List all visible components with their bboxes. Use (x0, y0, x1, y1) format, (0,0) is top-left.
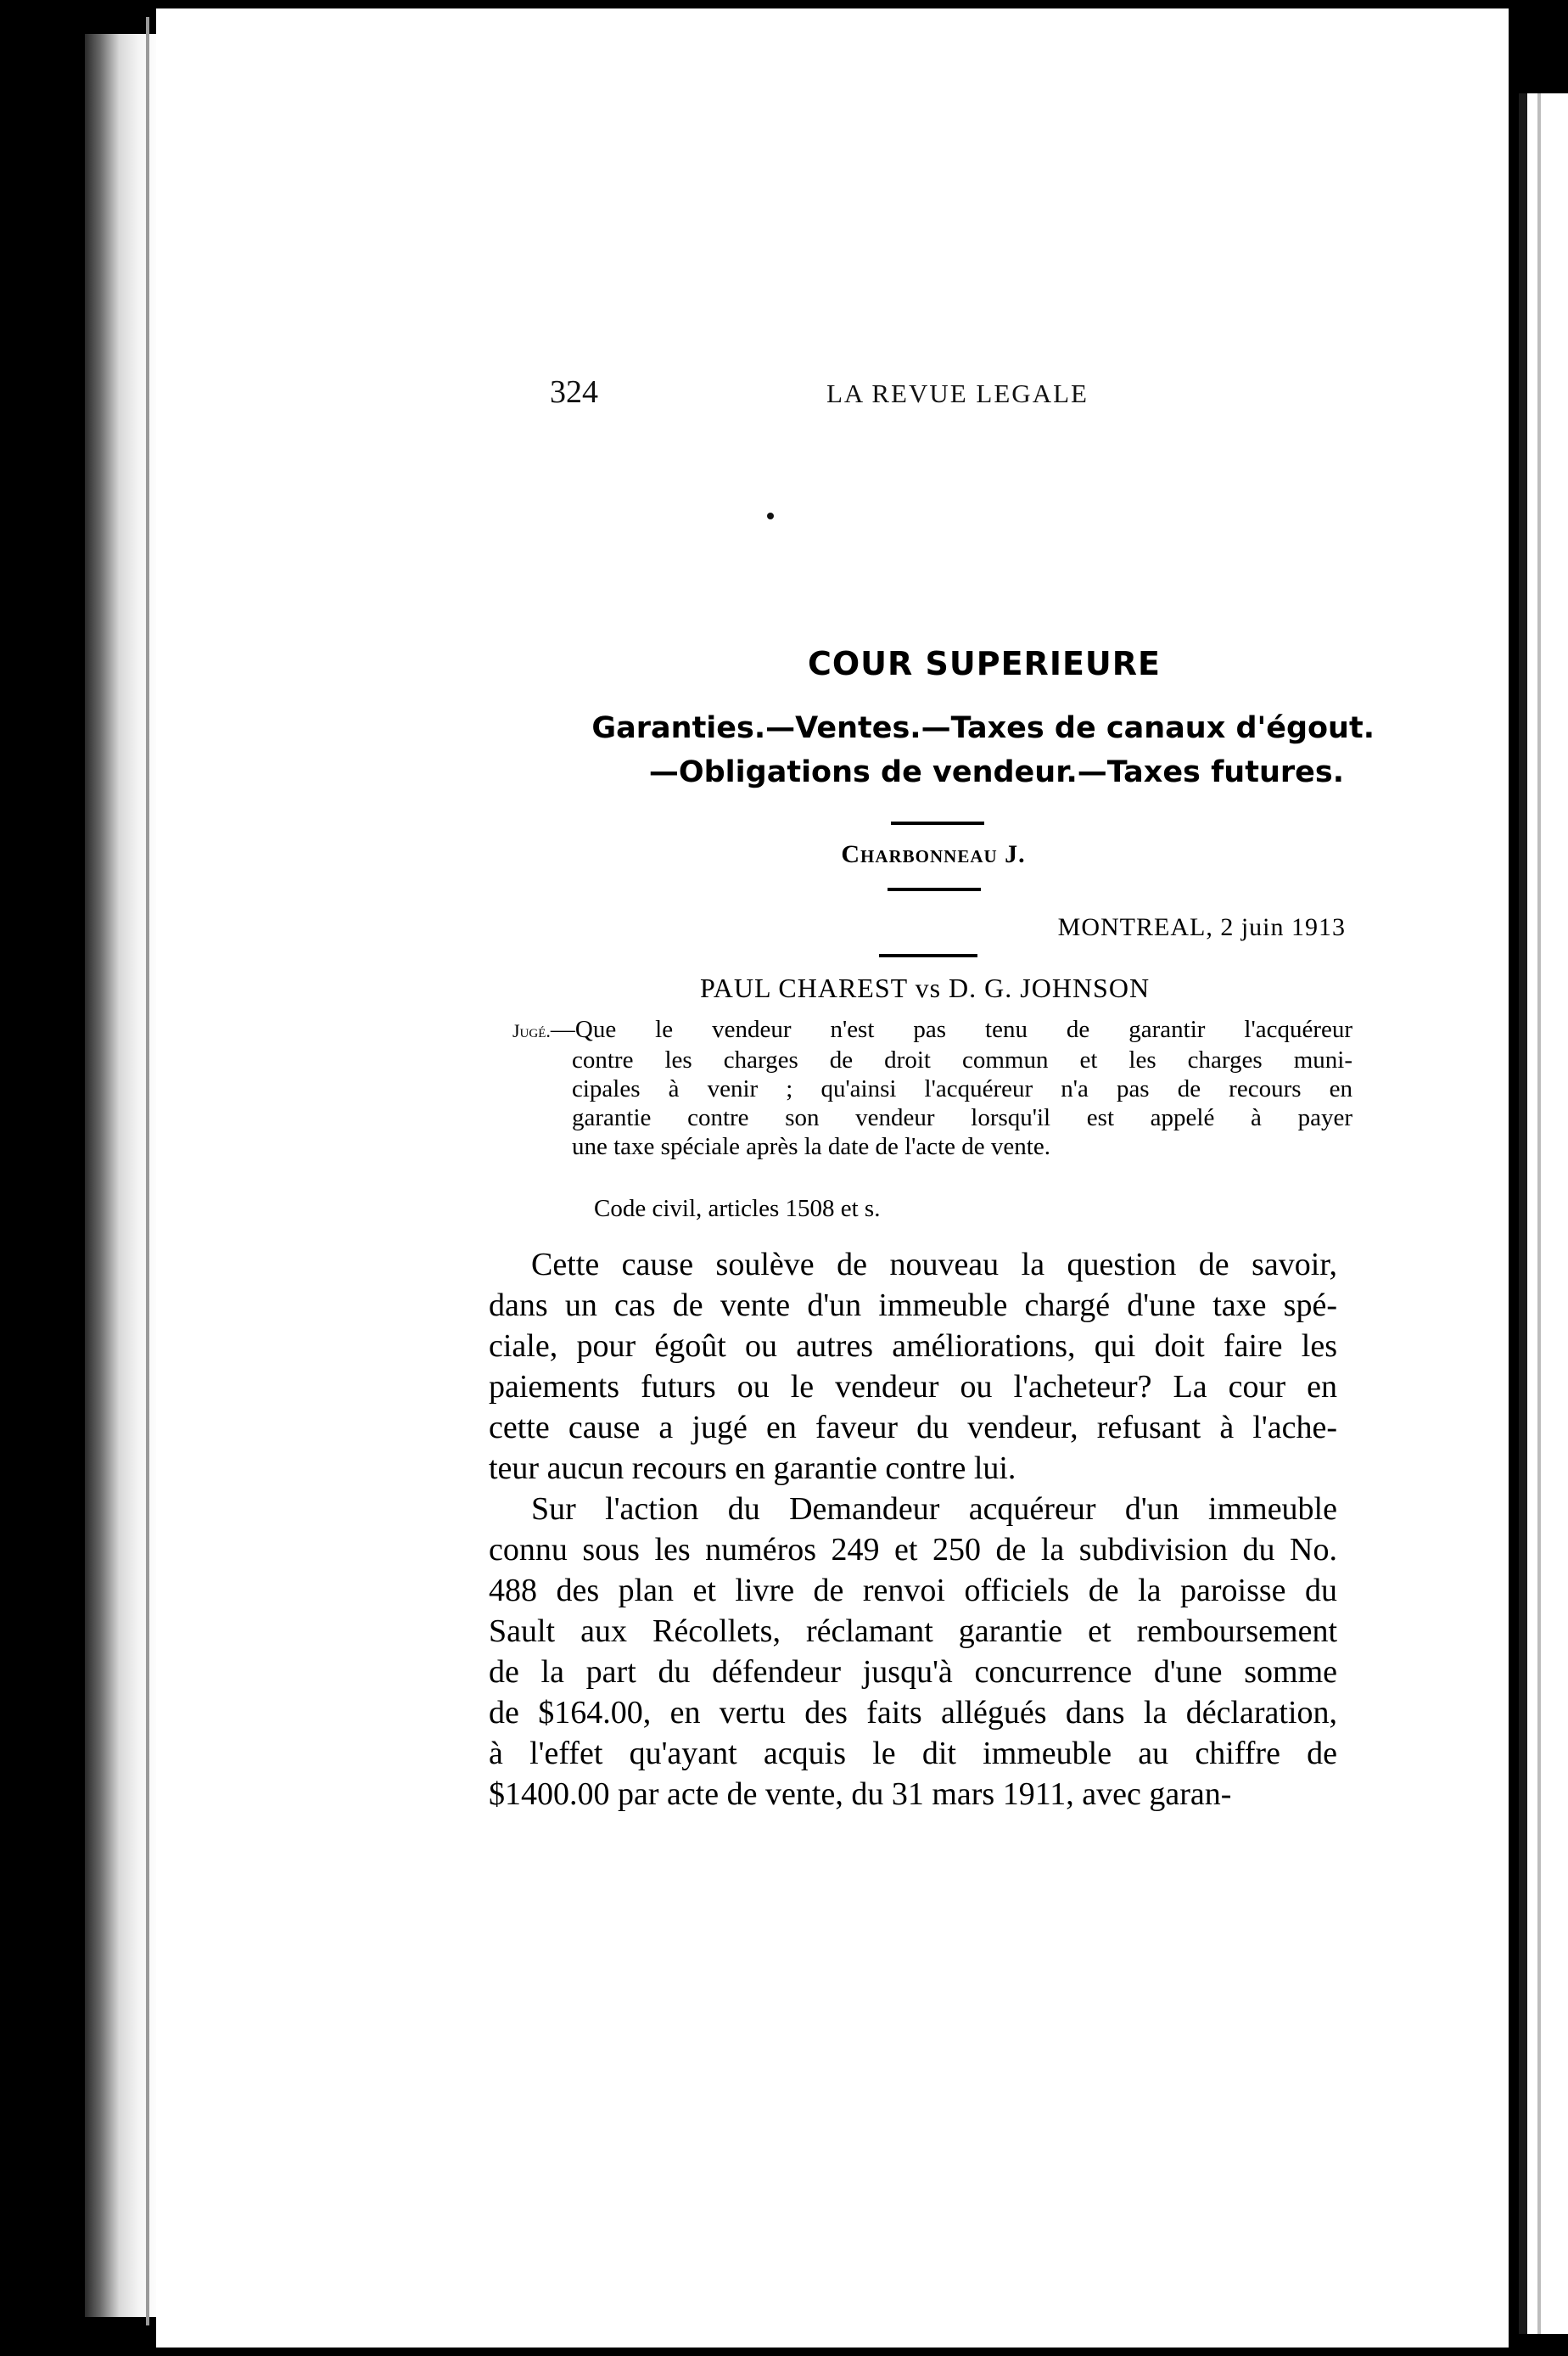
divider-rule (879, 954, 977, 957)
held-text: —Que le vendeur n'est pas tenu de garantir l'acquéreur (550, 1016, 1352, 1043)
subject-heading (526, 706, 1375, 794)
subject-line: —Obligations de vendeur.—Taxes futures. (648, 755, 1344, 789)
place-date: MONTREAL, 2 juin 1913 (1057, 913, 1346, 941)
running-head (550, 373, 1347, 424)
held-label: Jugé. (512, 1020, 551, 1041)
held-line: une taxe spéciale après la date de l'acte de vente. (572, 1133, 1050, 1160)
book-page (156, 8, 1509, 2348)
book-spine-line (146, 17, 149, 2325)
paragraph-1-line: teur aucun recours en garantie contre lui. (489, 1450, 1016, 1486)
paragraph-2-line: $1400.00 par acte de vente, du 31 mars 1911, avec garan- (489, 1776, 1232, 1812)
paragraph-1-line: cette cause a jugé en faveur du vendeur, refusant à l'ache- (489, 1410, 1337, 1445)
paragraph-2-line: 488 des plan et livre de renvoi officiels de la paroisse du (489, 1573, 1337, 1608)
paragraph-1-line: dans un cas de vente d'un immeuble chargé d'une taxe spé- (489, 1287, 1337, 1323)
court-heading: COUR SUPERIEURE (807, 645, 1161, 682)
held-line: garantie contre son vendeur lorsqu'il est appelé à payer (572, 1104, 1352, 1131)
paragraph-1-line: ciale, pour égoût ou autres améliorations, qui doit faire les (489, 1328, 1337, 1364)
divider-rule (891, 822, 984, 825)
paragraph-2-line: Sault aux Récollets, réclamant garantie et remboursement (489, 1613, 1337, 1649)
subject-line: Garanties.—Ventes.—Taxes de canaux d'égout. (591, 711, 1375, 745)
book-left-edge (85, 34, 161, 2317)
paragraph-1-line: paiements futurs ou le vendeur ou l'acheteur? La cour en (489, 1369, 1337, 1405)
held-line (512, 1015, 1352, 1046)
held-line: cipales à venir ; qu'ainsi l'acquéreur n'a pas de recours en (572, 1075, 1352, 1102)
journal-title: LA REVUE LEGALE (826, 379, 1089, 408)
adjacent-page-line (1537, 93, 1541, 2334)
paragraph-2-line: de $164.00, en vertu des faits allégués dans la déclaration, (489, 1695, 1337, 1731)
paragraph-2-line: à l'effet qu'ayant acquis le dit immeuble au chiffre de (489, 1736, 1337, 1771)
divider-rule (888, 888, 981, 891)
paragraph-2-line: connu sous les numéros 249 et 250 de la subdivision du No. (489, 1532, 1337, 1568)
adjacent-page-edge (1519, 93, 1568, 2334)
judge-name: Charbonneau J. (841, 840, 1026, 868)
code-reference: Code civil, articles 1508 et s. (594, 1195, 881, 1222)
paragraph-1-line: Cette cause soulève de nouveau la question de savoir, (531, 1247, 1337, 1282)
case-parties: PAUL CHAREST vs D. G. JOHNSON (699, 973, 1151, 1003)
page-number: 324 (550, 374, 598, 410)
body-text (489, 1244, 1337, 1815)
held-line: contre les charges de droit commun et les charges muni- (572, 1046, 1352, 1074)
paragraph-2-line: de la part du défendeur jusqu'à concurrence d'une somme (489, 1654, 1337, 1690)
paragraph-2-line: Sur l'action du Demandeur acquéreur d'un immeuble (531, 1491, 1337, 1527)
print-speck (767, 513, 774, 519)
held-summary (512, 1015, 1352, 1161)
